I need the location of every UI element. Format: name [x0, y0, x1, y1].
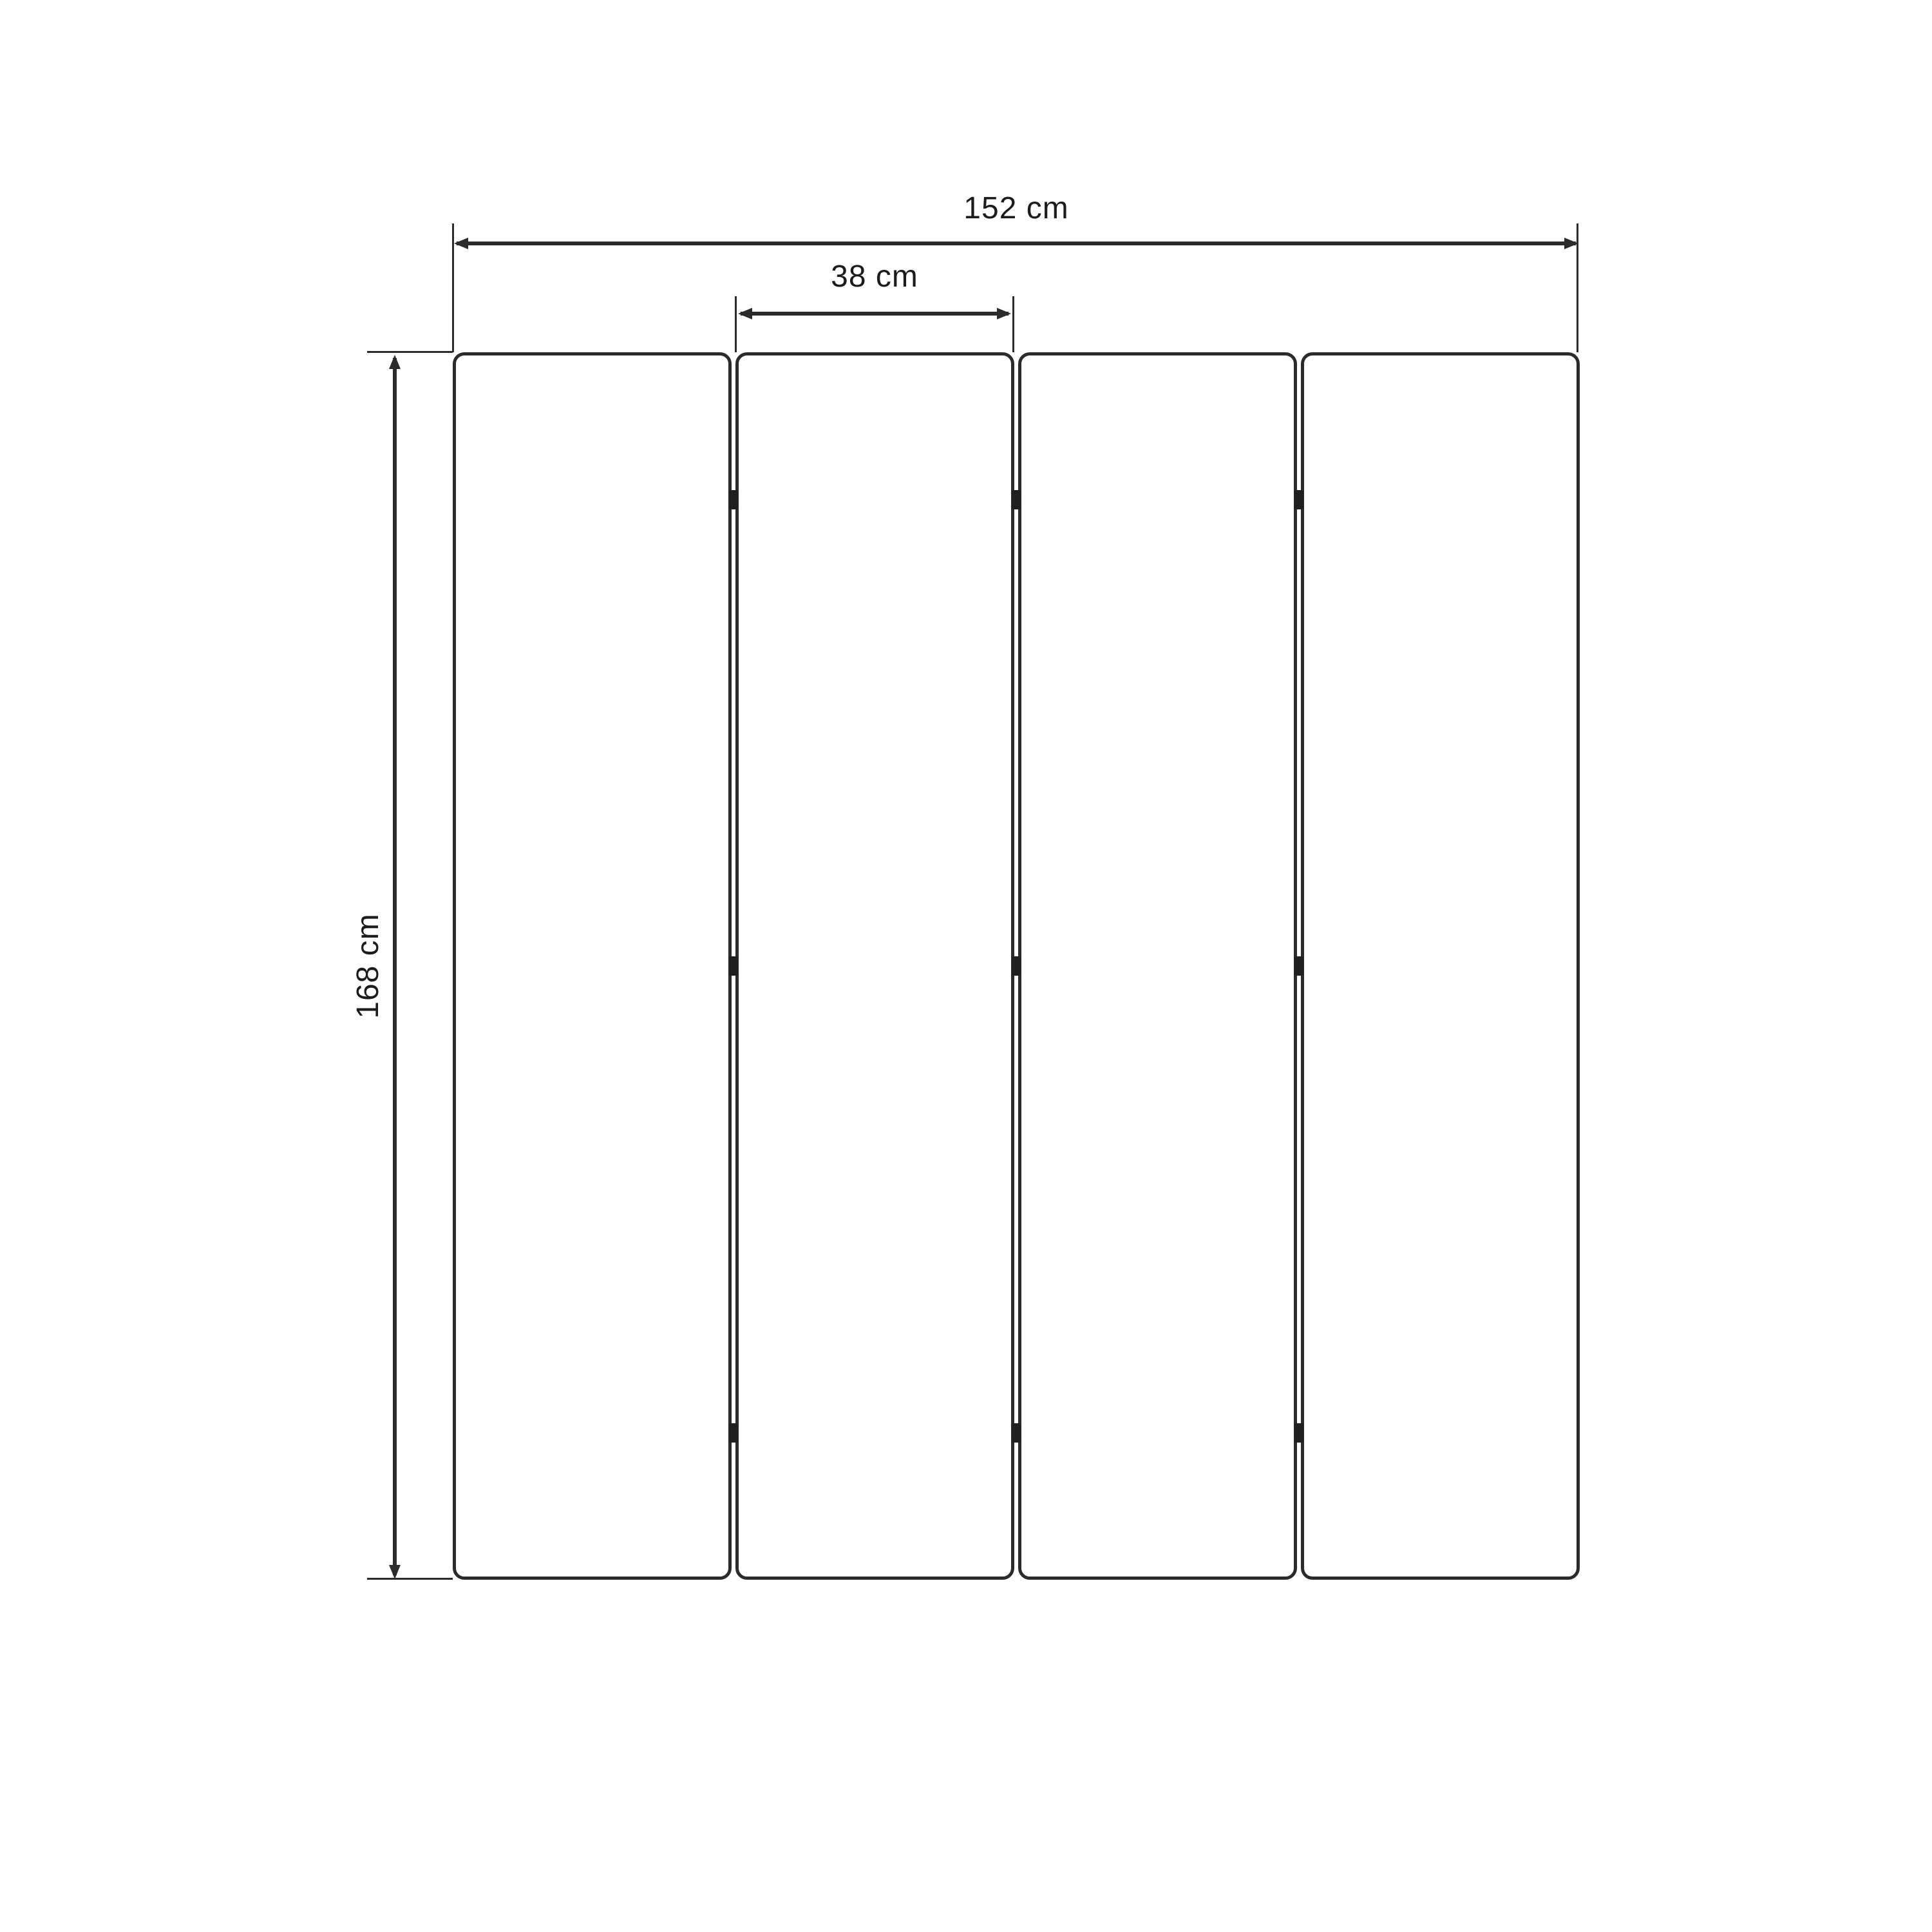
height-label: 168 cm [351, 913, 385, 1019]
extension-line-left [735, 296, 737, 352]
hinge [1012, 1423, 1021, 1443]
hinge [1012, 956, 1021, 976]
hinge [1294, 956, 1303, 976]
arrowhead-left-icon [738, 308, 752, 319]
hinge [1012, 490, 1021, 509]
hinge [729, 1423, 738, 1443]
panel-width-label: 38 cm [831, 260, 918, 294]
hinge [729, 490, 738, 509]
arrowhead-up-icon [389, 355, 401, 369]
panel-2 [735, 352, 1014, 1580]
extension-line-left [452, 223, 454, 352]
arrowhead-right-icon [997, 308, 1011, 319]
arrowhead-left-icon [454, 238, 468, 249]
extension-line-bottom [367, 1578, 453, 1580]
hinge [1294, 490, 1303, 509]
panel-3 [1018, 352, 1297, 1580]
extension-line-right [1577, 223, 1578, 352]
hinge [729, 956, 738, 976]
height-dimension-line [393, 358, 397, 1575]
total-width-dimension-line [457, 242, 1576, 245]
hinge [1294, 1423, 1303, 1443]
panel-4 [1301, 352, 1580, 1580]
extension-line-right [1012, 296, 1014, 352]
panel-1 [453, 352, 732, 1580]
extension-line-top [367, 351, 453, 353]
panel-width-dimension-line [741, 312, 1009, 316]
total-width-label: 152 cm [963, 191, 1069, 225]
arrowhead-down-icon [389, 1565, 401, 1579]
